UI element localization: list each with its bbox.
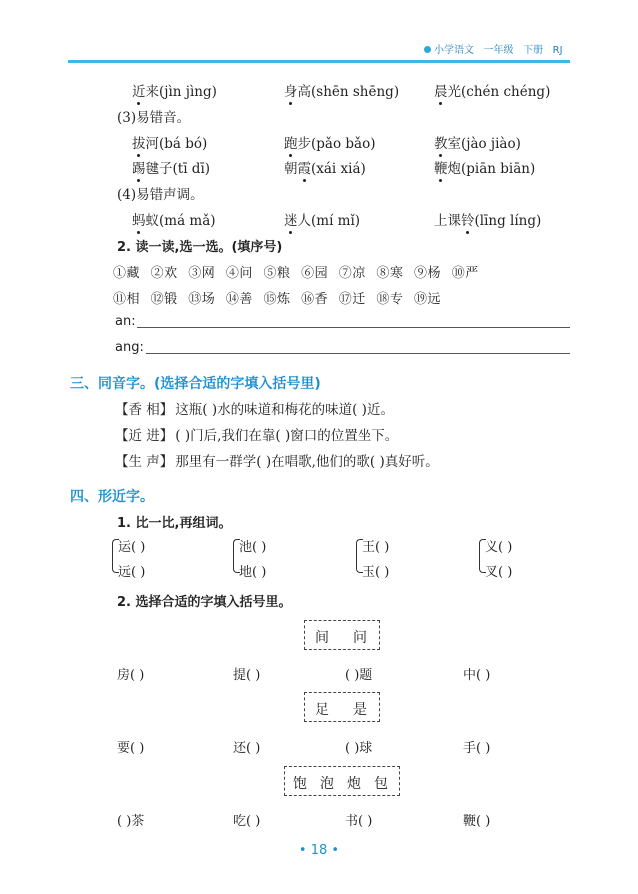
homophone-row — [115, 398, 394, 418]
pair-bottom[interactable]: 地( ) — [239, 565, 267, 580]
header-bullet-icon — [424, 46, 431, 53]
pinyin-item: 踢毽子(tī dī) — [132, 157, 210, 177]
choice-char: 包 — [374, 776, 388, 792]
pinyin: (xái xiá) — [311, 161, 366, 177]
fill-blank[interactable]: ( )题 — [345, 668, 373, 683]
pair-top[interactable]: 王( ) — [362, 540, 390, 555]
subsection-heading: (4)易错声调。 — [117, 187, 204, 203]
char-pair-tag: 【生 声】 — [115, 454, 174, 470]
dotted-char: 蚂 — [132, 209, 146, 229]
answer-line-an[interactable] — [137, 327, 570, 328]
pinyin-item: 蚂蚁(má mǎ) — [132, 209, 216, 229]
pinyin: (līng líng) — [474, 213, 542, 229]
choice-char: 炮 — [347, 776, 361, 792]
pinyin: (bá bó) — [159, 136, 208, 152]
pinyin-item: 朝霞(xái xiá) — [284, 157, 366, 177]
pair-top[interactable]: 运( ) — [118, 540, 146, 555]
dotted-char: 教 — [434, 132, 448, 152]
homophone-row — [115, 450, 439, 470]
section-title: 四、形近字。 — [70, 489, 154, 505]
char-pair-tag: 【香 相】 — [115, 402, 174, 418]
fill-blank[interactable]: 要( ) — [117, 741, 145, 756]
pinyin-item: 鞭炮(piān biān) — [434, 157, 535, 177]
page-number: • 18 • — [298, 843, 340, 858]
pinyin: (piān biān) — [461, 161, 536, 177]
fill-blank[interactable]: 书( ) — [345, 814, 373, 829]
dotted-char: 晨 — [434, 80, 448, 100]
header-subject: 小学语文 — [434, 45, 474, 56]
answer-line-ang[interactable] — [146, 353, 570, 354]
fill-blank[interactable]: 鞭( ) — [463, 814, 491, 829]
pinyin-item: 教室(jào jiào) — [434, 132, 521, 152]
header-volume: 下册 — [523, 45, 544, 56]
pinyin-item: 跑步(pǎo bǎo) — [284, 132, 375, 152]
dotted-char: 鞭 — [434, 157, 448, 177]
label-an: an: — [115, 314, 136, 329]
header-rule — [68, 60, 570, 63]
header-edition: RJ — [552, 45, 563, 56]
pair-top[interactable]: 义( ) — [485, 540, 513, 555]
pinyin: (jìn jìng) — [159, 84, 217, 100]
char-pair-tag: 【近 进】 — [115, 428, 174, 444]
pinyin-item: 拔河(bá bó) — [132, 132, 207, 152]
sentence[interactable]: 那里有一群学( )在唱歌,他们的歌( )真好听。 — [175, 454, 439, 470]
pinyin: (tī dī) — [172, 161, 211, 177]
word: 近来 — [132, 84, 159, 100]
pinyin: (mí mǐ) — [311, 213, 361, 229]
pinyin: (chén chéng) — [461, 84, 551, 100]
sentence[interactable]: ( )门后,我们在靠( )窗口的位置坐下。 — [175, 428, 399, 444]
pinyin-item: 迷人(mí mǐ) — [284, 209, 360, 229]
dotted-char: 铃 — [461, 209, 475, 229]
dotted-char: 迷 — [284, 209, 298, 229]
dotted-char: 霞 — [298, 157, 312, 177]
pinyin: (shēn shēng) — [311, 84, 400, 100]
pinyin: (pǎo bǎo) — [311, 136, 376, 152]
fill-blank[interactable]: 还( ) — [233, 741, 261, 756]
fill-blank[interactable]: ( )球 — [345, 741, 373, 756]
header-grade: 一年级 — [483, 45, 514, 56]
sentence[interactable]: 这瓶( )水的味道和梅花的味道( )近。 — [175, 402, 394, 418]
fill-blank[interactable]: 房( ) — [117, 668, 145, 683]
pair-bottom[interactable]: 叉( ) — [485, 565, 513, 580]
pinyin: (má mǎ) — [159, 213, 216, 229]
question-title: 2. 选择合适的字填入括号里。 — [117, 595, 292, 610]
choice-char: 是 — [353, 702, 367, 718]
pair-bottom[interactable]: 远( ) — [118, 565, 146, 580]
pinyin-item: 晨光(chén chéng) — [434, 80, 550, 100]
section-title: 三、同音字。(选择合适的字填入括号里) — [70, 376, 321, 392]
char-choice-box — [304, 692, 380, 722]
choice-char: 足 — [315, 702, 329, 718]
label-ang: ang: — [115, 340, 144, 355]
pinyin-item — [132, 80, 217, 100]
question-title: 2. 读一读,选一选。(填序号) — [117, 240, 283, 255]
fill-blank[interactable]: 手( ) — [463, 741, 491, 756]
homophone-row — [115, 424, 398, 444]
choice-char: 饱 — [293, 776, 307, 792]
fill-blank[interactable]: 中( ) — [463, 668, 491, 683]
char-options-row-1: ①藏 ②欢 ③网 ④问 ⑤粮 ⑥园 ⑦凉 ⑧寒 ⑨杨 ⑩严 — [113, 266, 479, 281]
dotted-char: 近 — [132, 80, 146, 100]
fill-blank[interactable]: ( )茶 — [117, 814, 145, 829]
char-options-row-2: ⑪相 ⑫锻 ⑬场 ⑭善 ⑮炼 ⑯香 ⑰迁 ⑱专 ⑲远 — [113, 292, 442, 307]
pinyin: (jào jiào) — [461, 136, 521, 152]
question-title: 1. 比一比,再组词。 — [117, 516, 232, 531]
pinyin-item: 上课铃(līng líng) — [434, 209, 541, 229]
fill-blank[interactable]: 吃( ) — [233, 814, 261, 829]
pair-bottom[interactable]: 玉( ) — [362, 565, 390, 580]
dotted-char: 身 — [284, 80, 298, 100]
choice-char: 间 — [315, 630, 329, 646]
dotted-char: 踢 — [132, 157, 146, 177]
fill-blank[interactable]: 提( ) — [233, 668, 261, 683]
dotted-char: 跑 — [284, 132, 298, 152]
char-choice-box — [304, 620, 380, 650]
dotted-char: 拔 — [132, 132, 146, 152]
subsection-heading: (3)易错音。 — [117, 110, 191, 126]
pair-top[interactable]: 池( ) — [239, 540, 267, 555]
char-choice-box — [284, 766, 400, 796]
choice-char: 问 — [353, 630, 367, 646]
choice-char: 泡 — [320, 776, 334, 792]
pinyin-item: 身高(shēn shēng) — [284, 80, 399, 100]
header-label — [434, 41, 563, 56]
